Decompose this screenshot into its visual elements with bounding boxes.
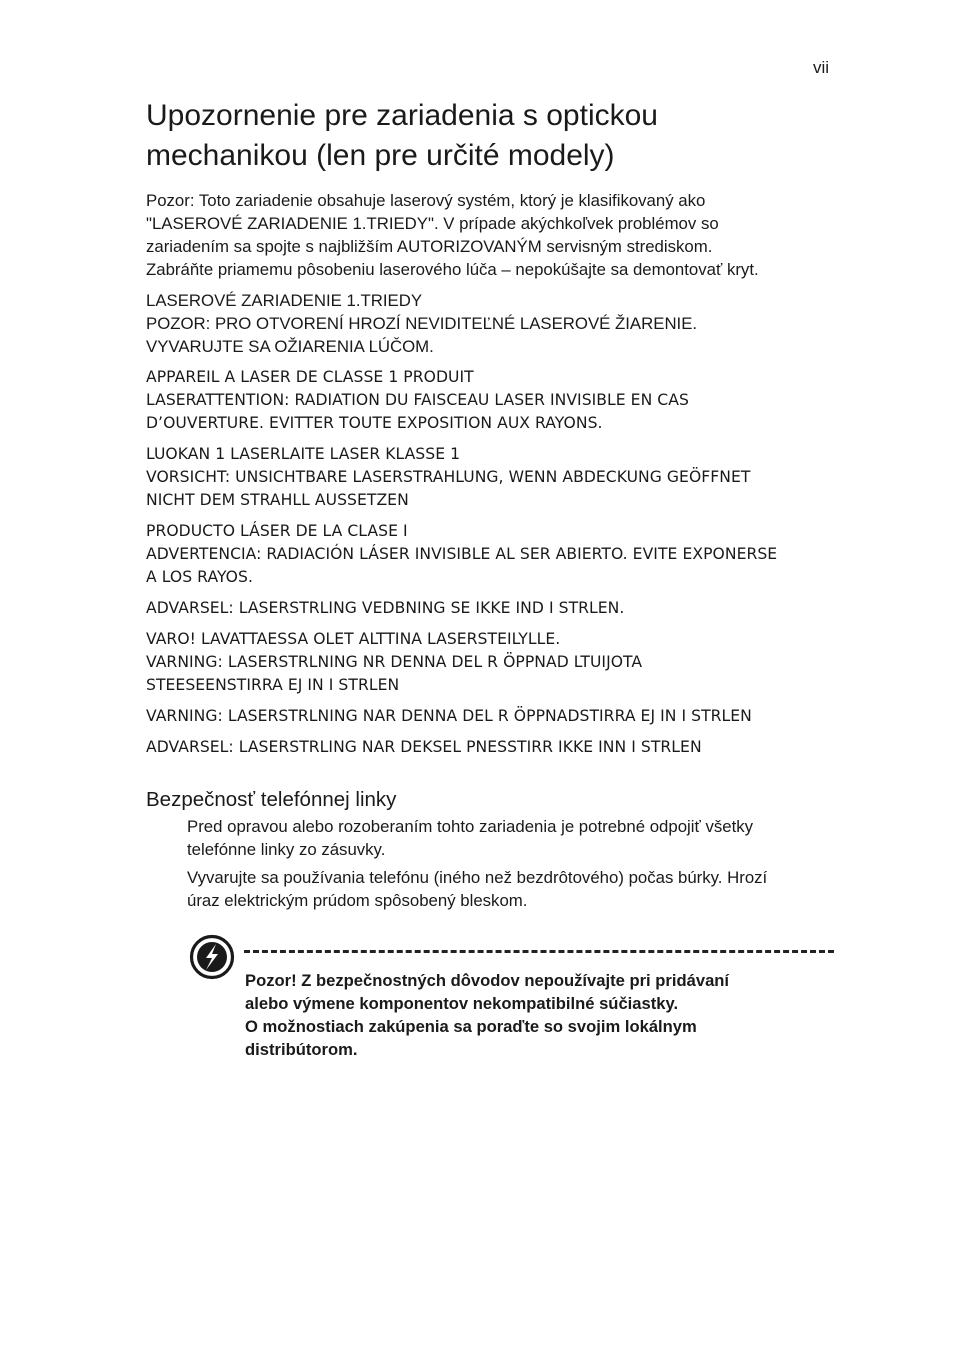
laser-line: VYVARUJTE SA OŽIARENIA LÚČOM. bbox=[146, 337, 434, 356]
laser-line: ADVARSEL: LASERSTRLING VEDBNING SE IKKE IND I STRLEN. bbox=[146, 599, 625, 617]
laser-line: VORSICHT: UNSICHTBARE LASERSTRAHLUNG, WENN ABDECKUNG GEÖFFNET bbox=[146, 468, 751, 486]
caution-line: distribútorom. bbox=[245, 1040, 358, 1059]
phone-line: telefónne linky zo zásuvky. bbox=[187, 840, 386, 859]
laser-line: VARO! LAVATTAESSA OLET ALTTINA LASERSTEILYLLE. bbox=[146, 630, 561, 648]
laser-line: ADVARSEL: LASERSTRLING NAR DEKSEL PNESSTIRR IKKE INN I STRLEN bbox=[146, 738, 702, 756]
laser-line: NICHT DEM STRAHLL AUSSETZEN bbox=[146, 491, 409, 509]
intro-line: Zabráňte priamemu pôsobeniu laserového lúča – nepokúšajte sa demontovať kryt. bbox=[146, 260, 759, 279]
title-line: Upozornenie pre zariadenia s optickou bbox=[146, 99, 658, 132]
laser-line: VARNING: LASERSTRLNING NAR DENNA DEL R ÖPPNADSTIRRA EJ IN I STRLEN bbox=[146, 707, 752, 725]
laser-notice-sk bbox=[146, 289, 836, 358]
laser-notice-dk bbox=[146, 597, 836, 620]
section-title bbox=[146, 96, 836, 176]
phone-line: úraz elektrickým prúdom spôsobený bleskom. bbox=[187, 891, 528, 910]
intro-line: Pozor: Toto zariadenie obsahuje laserový systém, ktorý je klasifikovaný ako bbox=[146, 191, 706, 210]
intro-line: "LASEROVÉ ZARIADENIE 1.TRIEDY". V prípade akýchkoľvek problémov so bbox=[146, 214, 719, 233]
laser-line: LASEROVÉ ZARIADENIE 1.TRIEDY bbox=[146, 291, 423, 310]
phone-line: Vyvarujte sa používania telefónu (iného než bezdrôtového) počas búrky. Hrozí bbox=[187, 868, 768, 887]
laser-notice-es bbox=[146, 520, 836, 589]
title-line: mechanikou (len pre určité modely) bbox=[146, 139, 615, 172]
intro-line: zariadením sa spojte s najbližším AUTORIZOVANÝM servisným strediskom. bbox=[146, 237, 713, 256]
laser-line: LUOKAN 1 LASERLAITE LASER KLASSE 1 bbox=[146, 445, 461, 463]
phone-paragraph-1 bbox=[187, 815, 836, 861]
caution-line: O možnostiach zakúpenia sa poraďte so svojim lokálnym bbox=[245, 1017, 697, 1036]
laser-notice-fi bbox=[146, 628, 836, 697]
laser-line: POZOR: PRO OTVORENÍ HROZÍ NEVIDITEĽNÉ LASEROVÉ ŽIARENIE. bbox=[146, 314, 698, 333]
laser-line: LASERATTENTION: RADIATION DU FAISCEAU LASER INVISIBLE EN CAS bbox=[146, 391, 689, 409]
caution-line: alebo výmene komponentov nekompatibilné súčiastky. bbox=[245, 994, 679, 1013]
laser-notice-de bbox=[146, 443, 836, 512]
caution-text bbox=[245, 969, 729, 1061]
caution-box bbox=[146, 934, 836, 1074]
phone-paragraph-2 bbox=[187, 866, 836, 912]
laser-line: VARNING: LASERSTRLNING NR DENNA DEL R ÖPPNAD LTUIJOTA bbox=[146, 653, 643, 671]
laser-line: PRODUCTO LÁSER DE LA CLASE I bbox=[146, 522, 408, 540]
phone-safety-body bbox=[187, 815, 836, 912]
phone-line: Pred opravou alebo rozoberaním tohto zariadenia je potrebné odpojiť všetky bbox=[187, 817, 754, 836]
laser-notice-fr bbox=[146, 366, 836, 435]
laser-line: APPAREIL A LASER DE CLASSE 1 PRODUIT bbox=[146, 368, 474, 386]
dashed-divider bbox=[244, 950, 834, 953]
laser-line: A LOS RAYOS. bbox=[146, 568, 253, 586]
laser-notice-se bbox=[146, 705, 836, 728]
laser-line: ADVERTENCIA: RADIACIÓN LÁSER INVISIBLE AL SER ABIERTO. EVITE EXPONERSE bbox=[146, 545, 778, 563]
intro-paragraph bbox=[146, 189, 836, 281]
laser-line: D’OUVERTURE. EVITTER TOUTE EXPOSITION AUX RAYONS. bbox=[146, 414, 603, 432]
laser-notice-no bbox=[146, 736, 836, 759]
page-content bbox=[146, 96, 836, 1074]
page-number: vii bbox=[812, 58, 829, 77]
lightning-warning-icon bbox=[189, 934, 235, 980]
caution-line: Pozor! Z bezpečnostných dôvodov nepoužívajte pri pridávaní bbox=[245, 971, 730, 990]
laser-line: STEESEENSTIRRA EJ IN I STRLEN bbox=[146, 676, 400, 694]
phone-safety-heading: Bezpečnosť telefónnej linky bbox=[146, 788, 397, 811]
